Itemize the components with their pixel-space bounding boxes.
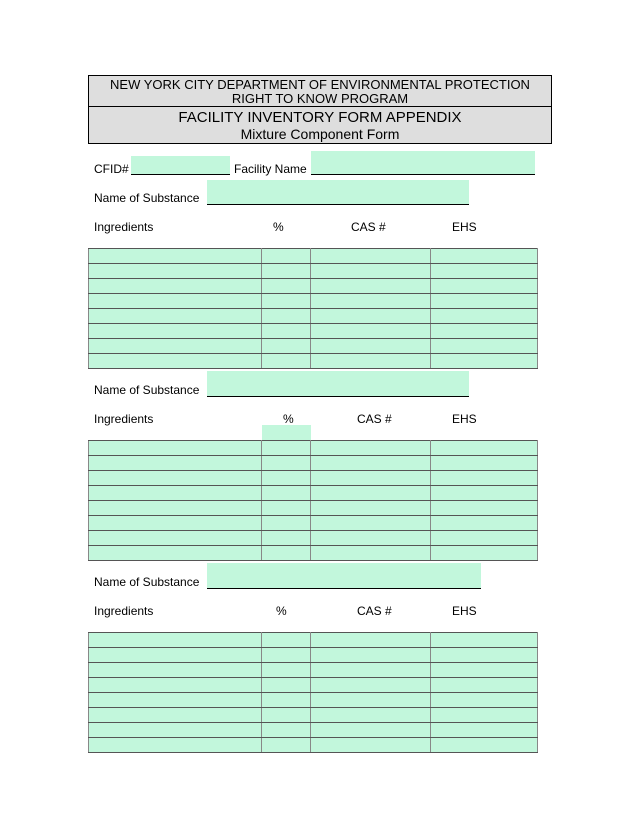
percent-cell[interactable]	[262, 441, 311, 456]
table-row	[89, 279, 538, 294]
ehs-cell[interactable]	[431, 648, 538, 663]
table-row	[89, 354, 538, 369]
ehs-cell[interactable]	[431, 249, 538, 264]
cas-cell[interactable]	[311, 648, 431, 663]
ingredient-cell[interactable]	[89, 663, 262, 678]
cfid-label: CFID#	[94, 162, 129, 176]
ingredient-cell[interactable]	[89, 501, 262, 516]
cas-cell[interactable]	[311, 471, 431, 486]
table-row	[89, 633, 538, 648]
percent-cell[interactable]	[262, 663, 311, 678]
table-row	[89, 294, 538, 309]
ehs-cell[interactable]	[431, 264, 538, 279]
ehs-cell[interactable]	[431, 441, 538, 456]
ingredient-cell[interactable]	[89, 441, 262, 456]
s2-col-cas: CAS #	[357, 412, 392, 426]
ehs-cell[interactable]	[431, 486, 538, 501]
table-row	[89, 249, 538, 264]
ehs-cell[interactable]	[431, 456, 538, 471]
s2-col-ehs: EHS	[452, 412, 477, 426]
table-row	[89, 648, 538, 663]
ehs-cell[interactable]	[431, 294, 538, 309]
ehs-cell[interactable]	[431, 339, 538, 354]
table-row	[89, 324, 538, 339]
cas-cell[interactable]	[311, 723, 431, 738]
ingredient-cell[interactable]	[89, 723, 262, 738]
table-row	[89, 678, 538, 693]
cas-cell[interactable]	[311, 678, 431, 693]
ingredient-cell[interactable]	[89, 471, 262, 486]
s1-col-cas: CAS #	[351, 220, 386, 234]
percent-cell[interactable]	[262, 279, 311, 294]
s1-col-ingredients: Ingredients	[94, 220, 154, 234]
table-row	[89, 309, 538, 324]
cas-cell[interactable]	[311, 708, 431, 723]
table-row	[89, 441, 538, 456]
percent-cell[interactable]	[262, 693, 311, 708]
s2-col-percent: %	[283, 412, 294, 426]
ingredient-cell[interactable]	[89, 279, 262, 294]
cas-cell[interactable]	[311, 693, 431, 708]
ehs-cell[interactable]	[431, 516, 538, 531]
ehs-cell[interactable]	[431, 471, 538, 486]
percent-cell[interactable]	[262, 339, 311, 354]
table-row	[89, 708, 538, 723]
ehs-cell[interactable]	[431, 678, 538, 693]
substance-1-label: Name of Substance	[94, 191, 200, 205]
cas-cell[interactable]	[311, 249, 431, 264]
substance-1-ingredients-table	[88, 248, 538, 369]
ingredient-cell[interactable]	[89, 339, 262, 354]
ingredient-cell[interactable]	[89, 693, 262, 708]
cas-cell[interactable]	[311, 294, 431, 309]
table-row	[89, 663, 538, 678]
s1-col-ehs: EHS	[452, 220, 477, 234]
percent-cell[interactable]	[262, 471, 311, 486]
table-row	[89, 339, 538, 354]
percent-cell[interactable]	[262, 723, 311, 738]
percent-cell[interactable]	[262, 486, 311, 501]
cas-cell[interactable]	[311, 309, 431, 324]
ehs-cell[interactable]	[431, 693, 538, 708]
ehs-cell[interactable]	[431, 531, 538, 546]
ehs-cell[interactable]	[431, 309, 538, 324]
ingredient-cell[interactable]	[89, 546, 262, 561]
ehs-cell[interactable]	[431, 546, 538, 561]
ehs-cell[interactable]	[431, 708, 538, 723]
cas-cell[interactable]	[311, 279, 431, 294]
cas-cell[interactable]	[311, 633, 431, 648]
percent-cell[interactable]	[262, 456, 311, 471]
percent-cell[interactable]	[262, 546, 311, 561]
ingredient-cell[interactable]	[89, 324, 262, 339]
percent-cell[interactable]	[262, 309, 311, 324]
form-title-box	[88, 107, 552, 144]
substance-3-label: Name of Substance	[94, 575, 200, 589]
cas-cell[interactable]	[311, 324, 431, 339]
percent-cell[interactable]	[262, 324, 311, 339]
substance-1-name-input[interactable]	[207, 180, 469, 205]
percent-cell[interactable]	[262, 516, 311, 531]
s2-col-ingredients: Ingredients	[94, 412, 154, 426]
percent-cell[interactable]	[262, 264, 311, 279]
table-row	[89, 501, 538, 516]
ingredient-cell[interactable]	[89, 738, 262, 753]
percent-cell[interactable]	[262, 294, 311, 309]
cas-cell[interactable]	[311, 663, 431, 678]
ehs-cell[interactable]	[431, 501, 538, 516]
ingredient-cell[interactable]	[89, 456, 262, 471]
ingredient-cell[interactable]	[89, 531, 262, 546]
substance-2-ingredients-table	[88, 440, 538, 561]
form-title: FACILITY INVENTORY FORM APPENDIX	[178, 109, 462, 126]
percent-cell[interactable]	[262, 249, 311, 264]
cas-cell[interactable]	[311, 738, 431, 753]
ehs-cell[interactable]	[431, 279, 538, 294]
s1-col-percent: %	[273, 220, 284, 234]
ingredient-cell[interactable]	[89, 354, 262, 369]
cas-cell[interactable]	[311, 264, 431, 279]
ehs-cell[interactable]	[431, 663, 538, 678]
ingredient-cell[interactable]	[89, 633, 262, 648]
s3-col-percent: %	[276, 604, 287, 618]
percent-cell[interactable]	[262, 531, 311, 546]
substance-3-name-input[interactable]	[207, 563, 481, 589]
ingredient-cell[interactable]	[89, 486, 262, 501]
percent-cell[interactable]	[262, 678, 311, 693]
table-row	[89, 486, 538, 501]
table-row	[89, 456, 538, 471]
cas-cell[interactable]	[311, 441, 431, 456]
ingredient-cell[interactable]	[89, 708, 262, 723]
substance-2-label: Name of Substance	[94, 383, 200, 397]
ehs-cell[interactable]	[431, 354, 538, 369]
cfid-input[interactable]	[131, 156, 230, 175]
s3-col-ingredients: Ingredients	[94, 604, 154, 618]
ingredient-cell[interactable]	[89, 516, 262, 531]
percent-cell[interactable]	[262, 501, 311, 516]
table-row	[89, 471, 538, 486]
form-subtitle: Mixture Component Form	[240, 126, 400, 142]
ingredient-cell[interactable]	[89, 294, 262, 309]
cas-cell[interactable]	[311, 456, 431, 471]
table-row	[89, 738, 538, 753]
ingredient-cell[interactable]	[89, 264, 262, 279]
cas-cell[interactable]	[311, 516, 431, 531]
ingredient-cell[interactable]	[89, 249, 262, 264]
facility-name-input[interactable]	[311, 151, 535, 175]
agency-name: NEW YORK CITY DEPARTMENT OF ENVIRONMENTAL PROTECTION	[110, 77, 530, 92]
ehs-cell[interactable]	[431, 324, 538, 339]
percent-cell[interactable]	[262, 648, 311, 663]
substance-2-name-input[interactable]	[207, 371, 469, 397]
cas-cell[interactable]	[311, 531, 431, 546]
s2-percent-header-highlight	[262, 425, 311, 440]
table-row	[89, 693, 538, 708]
cas-cell[interactable]	[311, 339, 431, 354]
program-name: RIGHT TO KNOW PROGRAM	[231, 91, 409, 106]
table-row	[89, 723, 538, 738]
cas-cell[interactable]	[311, 501, 431, 516]
percent-cell[interactable]	[262, 708, 311, 723]
facility-name-label: Facility Name	[234, 162, 307, 176]
table-row	[89, 531, 538, 546]
agency-header	[88, 75, 552, 107]
ehs-cell[interactable]	[431, 633, 538, 648]
substance-3-ingredients-table	[88, 632, 538, 753]
cas-cell[interactable]	[311, 486, 431, 501]
percent-cell[interactable]	[262, 354, 311, 369]
table-row	[89, 516, 538, 531]
s3-col-cas: CAS #	[357, 604, 392, 618]
ehs-cell[interactable]	[431, 723, 538, 738]
cas-cell[interactable]	[311, 546, 431, 561]
s3-col-ehs: EHS	[452, 604, 477, 618]
table-row	[89, 264, 538, 279]
ingredient-cell[interactable]	[89, 678, 262, 693]
cas-cell[interactable]	[311, 354, 431, 369]
percent-cell[interactable]	[262, 633, 311, 648]
table-row	[89, 546, 538, 561]
percent-cell[interactable]	[262, 738, 311, 753]
ingredient-cell[interactable]	[89, 648, 262, 663]
ingredient-cell[interactable]	[89, 309, 262, 324]
ehs-cell[interactable]	[431, 738, 538, 753]
